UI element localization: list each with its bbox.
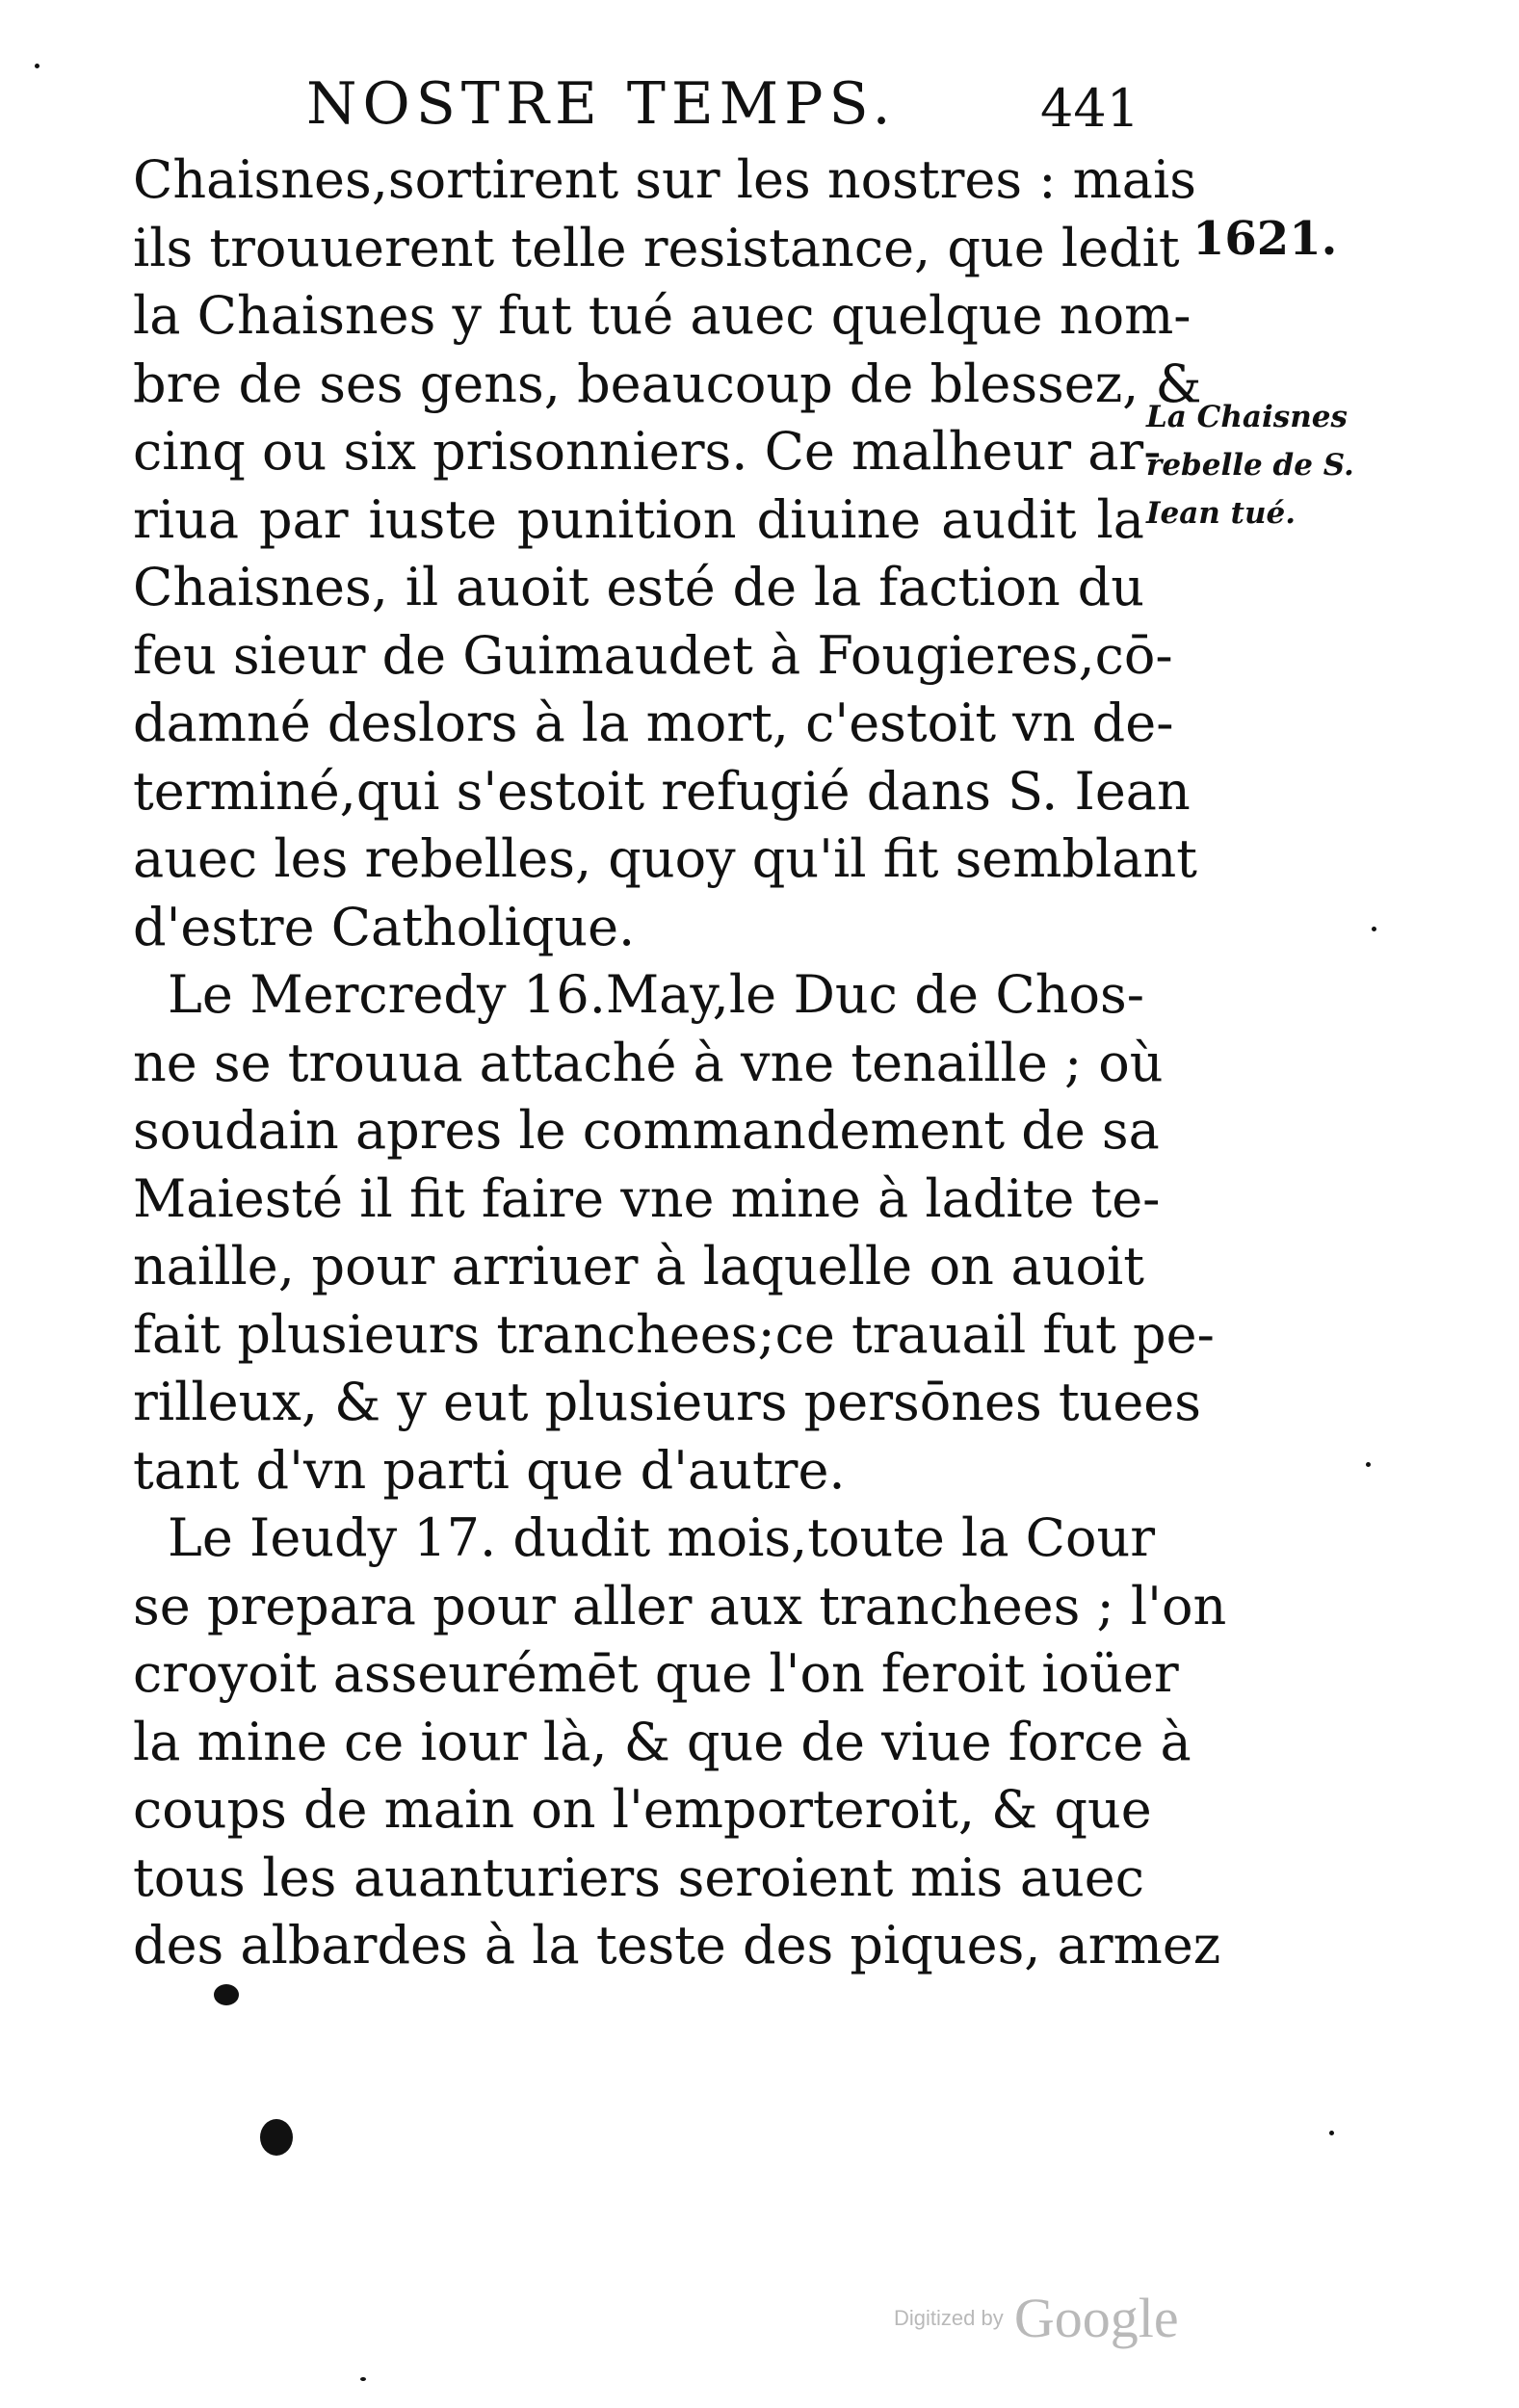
ink-blot: [260, 2119, 293, 2156]
text-line: Maiesté il fit faire vne mine à ladite te-: [133, 1167, 1161, 1229]
text-line: cinq ou six prisonniers. Ce malheur ar-: [133, 421, 1162, 482]
text-line: la Chaisnes y fut tué auec quelque nom-: [133, 285, 1192, 346]
text-line: bre de ses gens, beaucoup de blessez, &: [133, 353, 1202, 414]
digitized-watermark: [894, 2287, 1179, 2349]
text-line: tous les auanturiers seroient mis auec: [133, 1846, 1144, 1908]
running-head: NOSTRE TEMPS.: [306, 70, 897, 138]
text-line: d'estre Catholique.: [133, 896, 636, 957]
ink-speck: [1372, 927, 1376, 931]
ink-speck: [1329, 2131, 1334, 2135]
text-line: Chaisnes, il auoit esté de la faction du: [133, 557, 1144, 617]
text-line: feu sieur de Guimaudet à Fougieres,cō-: [133, 624, 1173, 686]
text-line: des albardes à la teste des piques, armez: [133, 1915, 1221, 1976]
ink-speck: [1366, 1462, 1371, 1467]
text-line: naille, pour arriuer à laquelle on auoit: [133, 1236, 1144, 1296]
margin-note-line: rebelle de S.: [1146, 448, 1354, 483]
text-line: coups de main on l'emporteroit, & que: [133, 1779, 1152, 1840]
margin-note: [1146, 393, 1387, 537]
text-line: ils trouuerent telle resistance, que ledit: [133, 217, 1180, 278]
digitized-by-label: Digitized by: [894, 2306, 1004, 2330]
margin-year: 1621.: [1192, 212, 1338, 266]
margin-note-line: La Chaisnes: [1146, 400, 1348, 434]
text-line: rilleux, & y eut plusieurs persōnes tuees: [133, 1372, 1201, 1432]
text-line: Chaisnes,sortirent sur les nostres : mais: [133, 149, 1196, 210]
text-line: croyoit asseurémēt que l'on feroit ioüer: [133, 1643, 1179, 1704]
google-logo: Google: [1013, 2287, 1179, 2349]
text-line: la mine ce iour là, & que de viue force à: [133, 1711, 1192, 1772]
ink-speck: [360, 2377, 366, 2381]
ink-speck: [35, 64, 39, 68]
text-line: se prepara pour aller aux tranchees ; l'on: [133, 1575, 1227, 1636]
text-line: ne se trouua attaché à vne tenaille ; où: [133, 1032, 1164, 1093]
text-line: auec les rebelles, quoy qu'il fit semblant: [133, 828, 1197, 889]
margin-note-line: Iean tué.: [1146, 496, 1296, 531]
text-line: terminé,qui s'estoit refugié dans S. Iean: [133, 760, 1191, 822]
ink-blot: [214, 1984, 239, 2005]
page-number: 441: [1040, 78, 1140, 139]
text-line: riua par iuste punition diuine audit la: [133, 488, 1144, 550]
text-line: fait plusieurs tranchees;ce trauail fut pe-: [133, 1303, 1215, 1365]
text-line: Le Ieudy 17. dudit mois,toute la Cour: [168, 1507, 1156, 1568]
text-line: tant d'vn parti que d'autre.: [133, 1439, 846, 1501]
text-line: soudain apres le commandement de sa: [133, 1100, 1160, 1161]
text-line: damné deslors à la mort, c'estoit vn de-: [133, 693, 1174, 753]
text-line: Le Mercredy 16.May,le Duc de Chos-: [168, 964, 1144, 1025]
